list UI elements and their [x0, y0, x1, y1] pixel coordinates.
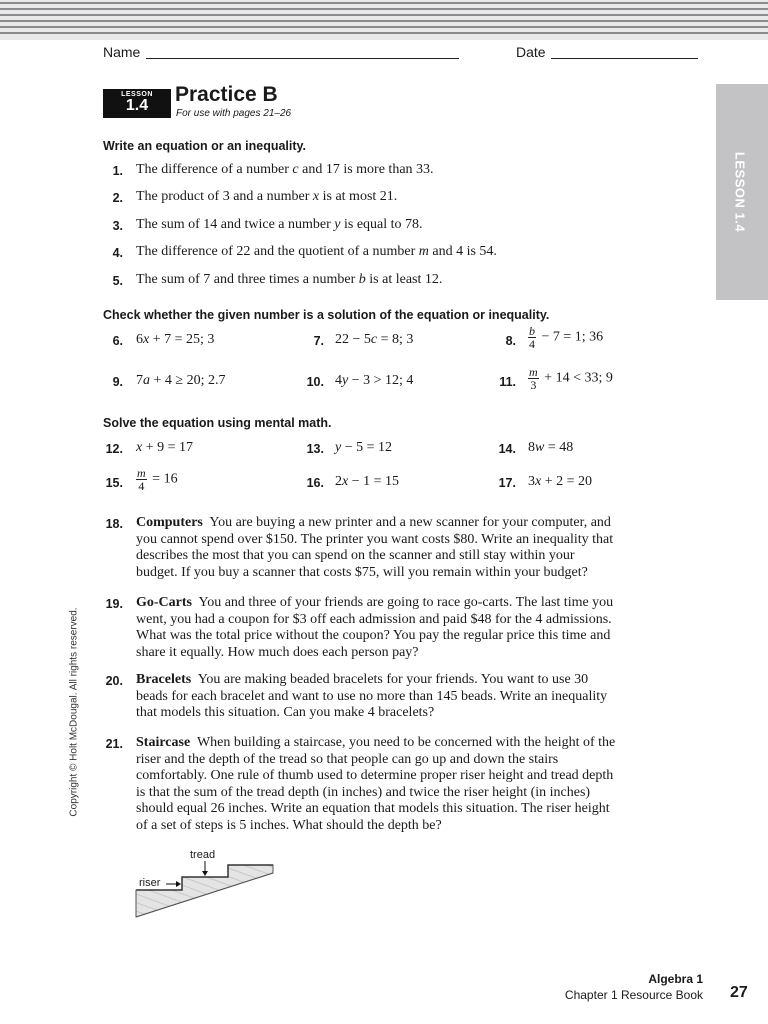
problem-number: 10.: [306, 375, 324, 389]
problem-11: $\frac{m}{3}$ + 14 < 33; 9: [529, 365, 613, 392]
problem-18: Computers You are buying a new printer and a new scanner for your computer, and you cannot spend over $150. The printer you want costs $80. Write an inequality that describes the most that you can spend on the scanner and still stay within your budget. If you buy a scanner that costs $75, will you remain within your budget?: [136, 515, 614, 580]
problem-9: 7a + 4 ≥ 20; 2.7: [136, 373, 226, 388]
problem-number: 5.: [112, 274, 123, 288]
footer-book-title: Algebra 1: [648, 972, 703, 986]
section-heading-3: Solve the equation using mental math.: [103, 416, 332, 430]
problem-3: The sum of 14 and twice a number y is equal to 78.: [136, 217, 423, 232]
page-subtitle: For use with pages 21–26: [176, 108, 292, 119]
problem-number: 21.: [105, 737, 123, 751]
problem-17: 3x + 2 = 20: [528, 474, 593, 489]
problem-19: Go-Carts You and three of your friends are going to race go-carts. The last time you went, you had a coupon for $3 off each admission and paid $48 for the 4 admissions. What was the total price without the coupon? You pay the regular price this time and share it equally. How much does each person pay?: [136, 595, 614, 660]
problem-4: The difference of 22 and the quotient of a number m and 4 is 54.: [136, 244, 497, 259]
problem-number: 6.: [112, 334, 123, 348]
problem-number: 9.: [112, 375, 123, 389]
problem-16: 2x − 1 = 15: [335, 474, 400, 489]
name-field[interactable]: [146, 58, 459, 59]
section-heading-2: Check whether the given number is a solution of the equation or inequality.: [103, 308, 550, 322]
problem-2: The product of 3 and a number x is at most 21.: [136, 189, 398, 204]
problem-number: 4.: [112, 246, 123, 260]
problem-number: 7.: [313, 334, 324, 348]
problem-number: 11.: [499, 375, 516, 389]
side-tab-label: LESSON 1.4: [732, 151, 748, 233]
problem-number: 15.: [105, 476, 123, 490]
page-title: Practice B: [175, 83, 278, 106]
problem-number: 18.: [105, 517, 123, 531]
problem-10: 4y − 3 > 12; 4: [335, 373, 414, 388]
problem-13: y − 5 = 12: [335, 440, 393, 455]
problem-number: 13.: [306, 442, 324, 456]
problem-number: 1.: [112, 164, 123, 178]
problem-number: 16.: [306, 476, 324, 490]
tread-label: tread: [190, 849, 216, 861]
problem-14: 8w = 48: [528, 440, 574, 455]
lesson-badge: [103, 89, 171, 118]
problem-21: Staircase When building a staircase, you need to be concerned with the height of the riser and the depth of the tread so that people can go up and down the stairs comfortably. One rule of thumb used to determine proper riser height and tread depth is that the sum of the tread depth (in inches) and twice the riser height (in inches) should equal 26 inches. Write an equation that models this situation. The riser height of a set of steps is 5 inches. What should the depth be?: [136, 735, 616, 833]
problem-number: 2.: [112, 191, 123, 205]
problem-15: $\frac{m}{4}$ = 16: [137, 466, 178, 493]
header-stripes: [0, 0, 768, 40]
problem-number: 14.: [498, 442, 516, 456]
problem-number: 8.: [505, 334, 516, 348]
section-heading-1: Write an equation or an inequality.: [103, 139, 307, 153]
date-label: Date: [516, 44, 546, 60]
problem-20: Bracelets You are making beaded bracelets for your friends. You want to use 30 beads for each bracelet and want to use no more than 145 beads. Write an inequality that models this situation. Can you make 4 bracelets?: [136, 672, 608, 721]
footer-resource-title: Chapter 1 Resource Book: [564, 988, 703, 1002]
problem-12: x + 9 = 17: [136, 440, 194, 455]
problem-number: 19.: [105, 597, 123, 611]
problem-7: 22 − 5c = 8; 3: [335, 332, 414, 347]
lesson-badge-number: 1.4: [125, 97, 149, 114]
side-tab: [716, 84, 768, 300]
problem-number: 3.: [112, 219, 123, 233]
riser-label: riser: [139, 877, 161, 889]
problem-8: $\frac{b}{4}$ − 7 = 1; 36: [529, 324, 604, 351]
copyright-notice: Copyright © Holt McDougal. All rights reserved.: [68, 607, 80, 817]
problem-number: 20.: [105, 674, 123, 688]
page-number: 27: [730, 984, 748, 1001]
name-label: Name: [103, 44, 141, 60]
date-field[interactable]: [551, 58, 698, 59]
problem-6: 6x + 7 = 25; 3: [136, 332, 215, 347]
problem-1: The difference of a number c and 17 is more than 33.: [136, 162, 434, 177]
problem-number: 12.: [105, 442, 123, 456]
lesson-badge-label: LESSON: [121, 91, 153, 98]
problem-number: 17.: [498, 476, 516, 490]
problem-5: The sum of 7 and three times a number b is at least 12.: [136, 272, 443, 287]
